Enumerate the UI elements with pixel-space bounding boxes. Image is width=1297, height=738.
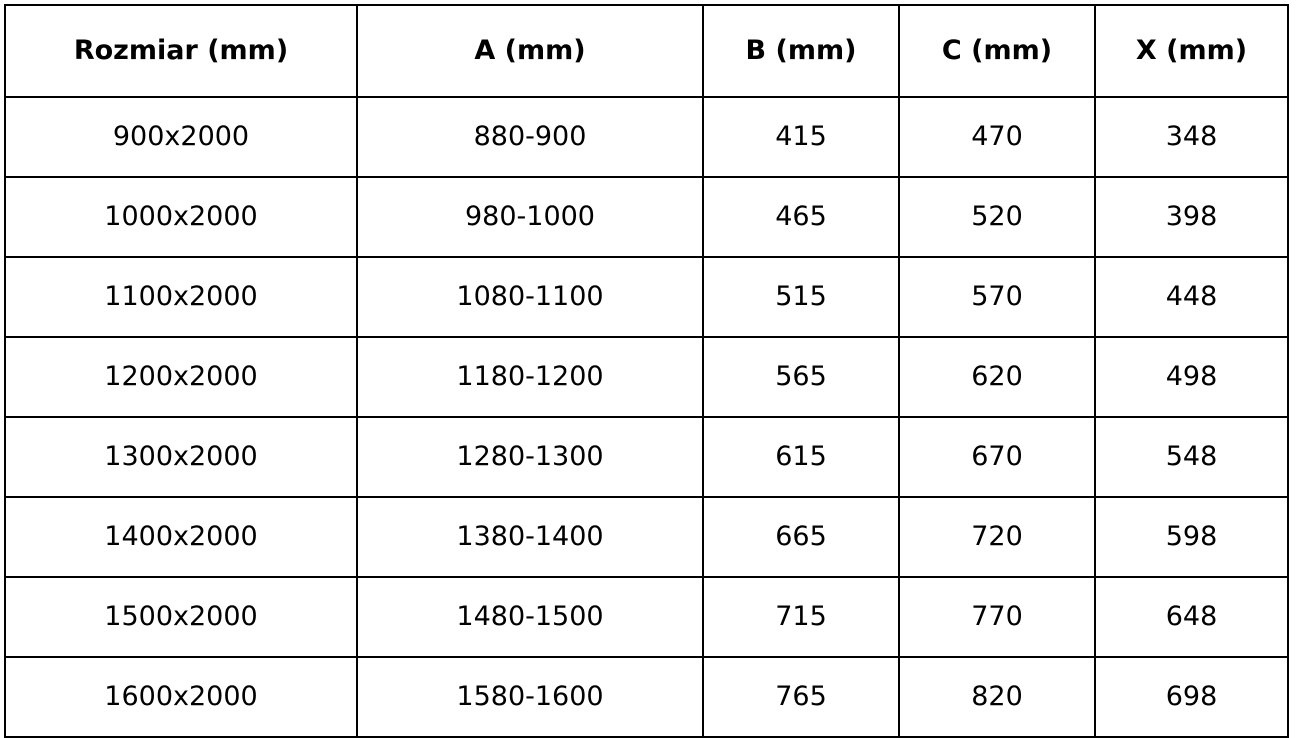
cell-size: 1300x2000	[5, 417, 357, 497]
cell-x: 548	[1095, 417, 1288, 497]
column-header-size: Rozmiar (mm)	[5, 5, 357, 97]
cell-x: 498	[1095, 337, 1288, 417]
table-header	[5, 5, 1288, 97]
cell-x: 698	[1095, 657, 1288, 737]
column-header-x: X (mm)	[1095, 5, 1288, 97]
cell-c: 770	[899, 577, 1095, 657]
specification-table-container	[0, 4, 1297, 723]
column-header-b: B (mm)	[703, 5, 899, 97]
cell-c: 570	[899, 257, 1095, 337]
cell-a: 1480-1500	[357, 577, 703, 657]
cell-size: 1000x2000	[5, 177, 357, 257]
cell-b: 765	[703, 657, 899, 737]
table-row	[5, 257, 1288, 337]
cell-b: 665	[703, 497, 899, 577]
cell-x: 348	[1095, 97, 1288, 177]
cell-c: 620	[899, 337, 1095, 417]
cell-a: 1580-1600	[357, 657, 703, 737]
cell-c: 470	[899, 97, 1095, 177]
cell-size: 1500x2000	[5, 577, 357, 657]
table-body	[5, 97, 1288, 737]
cell-b: 465	[703, 177, 899, 257]
cell-a: 1180-1200	[357, 337, 703, 417]
specification-table	[4, 4, 1289, 738]
cell-size: 1100x2000	[5, 257, 357, 337]
table-row	[5, 657, 1288, 737]
cell-x: 398	[1095, 177, 1288, 257]
cell-a: 1280-1300	[357, 417, 703, 497]
cell-size: 1400x2000	[5, 497, 357, 577]
cell-c: 670	[899, 417, 1095, 497]
table-row	[5, 97, 1288, 177]
cell-c: 820	[899, 657, 1095, 737]
cell-x: 448	[1095, 257, 1288, 337]
table-row	[5, 577, 1288, 657]
cell-x: 648	[1095, 577, 1288, 657]
cell-a: 980-1000	[357, 177, 703, 257]
cell-a: 880-900	[357, 97, 703, 177]
cell-b: 515	[703, 257, 899, 337]
cell-a: 1080-1100	[357, 257, 703, 337]
cell-b: 615	[703, 417, 899, 497]
column-header-a: A (mm)	[357, 5, 703, 97]
cell-size: 1600x2000	[5, 657, 357, 737]
table-row	[5, 177, 1288, 257]
cell-b: 415	[703, 97, 899, 177]
table-header-row	[5, 5, 1288, 97]
cell-b: 565	[703, 337, 899, 417]
cell-x: 598	[1095, 497, 1288, 577]
cell-size: 900x2000	[5, 97, 357, 177]
column-header-c: C (mm)	[899, 5, 1095, 97]
cell-c: 720	[899, 497, 1095, 577]
cell-c: 520	[899, 177, 1095, 257]
cell-b: 715	[703, 577, 899, 657]
table-row	[5, 497, 1288, 577]
table-row	[5, 337, 1288, 417]
cell-a: 1380-1400	[357, 497, 703, 577]
table-row	[5, 417, 1288, 497]
cell-size: 1200x2000	[5, 337, 357, 417]
